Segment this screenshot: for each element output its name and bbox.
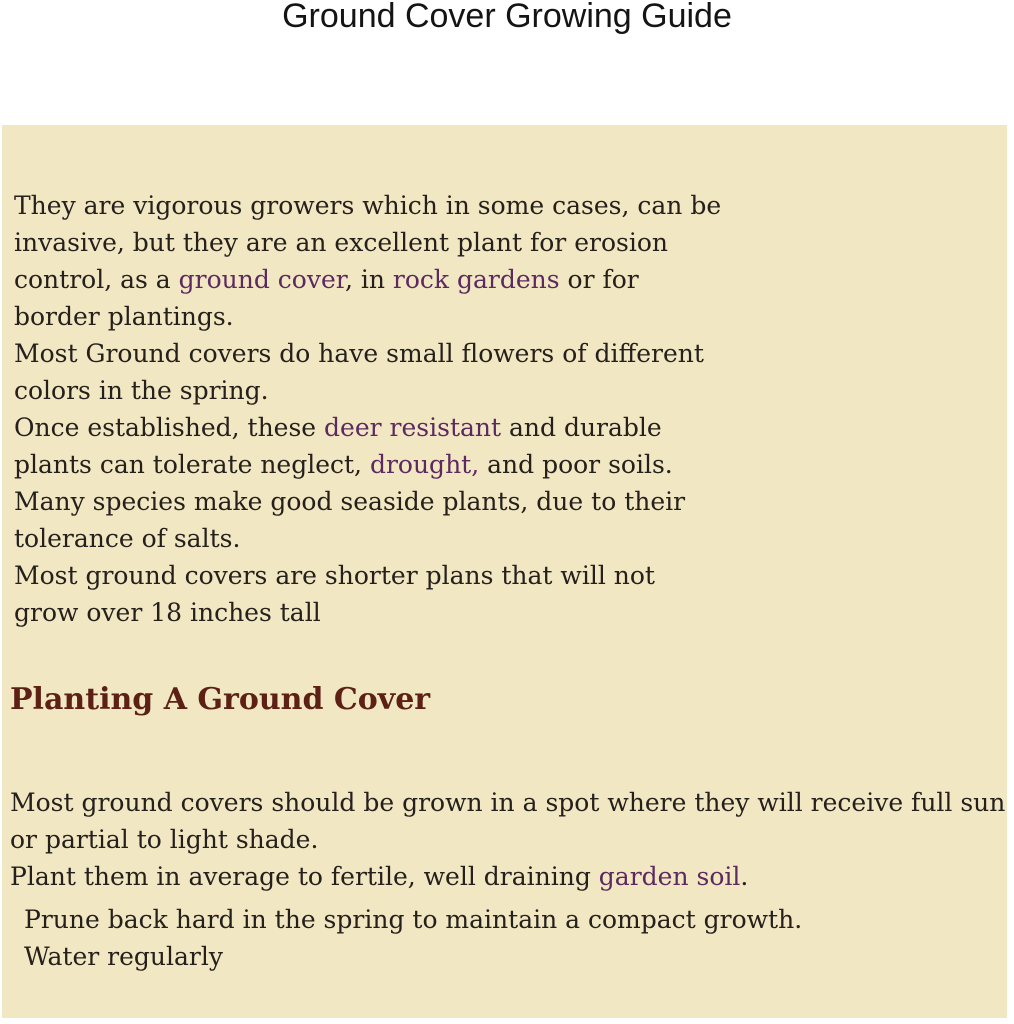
text-segment: tolerance of salts. xyxy=(14,524,241,553)
text-line xyxy=(10,901,1005,938)
intro-paragraph xyxy=(14,187,721,631)
text-line xyxy=(14,372,721,409)
section-heading: Planting A Ground Cover xyxy=(10,682,431,717)
text-line xyxy=(14,335,721,372)
text-line xyxy=(10,938,1005,975)
text-line xyxy=(14,483,721,520)
text-segment: Water regularly xyxy=(24,942,223,971)
text-segment: Most Ground covers do have small flowers of different xyxy=(14,339,704,368)
text-segment: . xyxy=(740,862,749,891)
text-line xyxy=(10,784,1005,821)
text-segment: They are vigorous growers which in some cases, can be xyxy=(14,191,722,220)
text-line xyxy=(14,557,721,594)
text-line xyxy=(14,261,721,298)
text-line xyxy=(14,298,721,335)
text-segment: colors in the spring. xyxy=(14,376,269,405)
text-segment: Most ground covers are shorter plans that will not xyxy=(14,561,655,590)
text-line xyxy=(14,594,721,631)
text-segment: control, as a xyxy=(14,265,179,294)
text-segment: Most ground covers should be grown in a spot where they will receive full sun xyxy=(10,788,1006,817)
link-rock-gardens[interactable]: rock gardens xyxy=(392,265,560,294)
link-garden-soil[interactable]: garden soil xyxy=(598,862,741,891)
text-segment: Many species make good seaside plants, due to their xyxy=(14,487,686,516)
text-segment: or partial to light shade. xyxy=(10,825,319,854)
text-segment: or for xyxy=(559,265,639,294)
text-line xyxy=(10,821,1005,858)
content-panel xyxy=(2,125,1007,1018)
text-line xyxy=(14,224,721,261)
text-segment: plants can tolerate neglect, xyxy=(14,450,370,479)
link-deer-resistant[interactable]: deer resistant xyxy=(324,413,502,442)
text-segment: invasive, but they are an excellent plant for erosion xyxy=(14,228,668,257)
text-line xyxy=(10,858,1005,895)
text-segment: Prune back hard in the spring to maintain a compact growth. xyxy=(24,905,803,934)
page-title: Ground Cover Growing Guide xyxy=(282,0,732,35)
text-line xyxy=(14,520,721,557)
text-segment: Plant them in average to fertile, well draining xyxy=(10,862,599,891)
link-ground-cover[interactable]: ground cover xyxy=(178,265,345,294)
link-drought[interactable]: drought, xyxy=(369,450,480,479)
text-segment: grow over 18 inches tall xyxy=(14,598,321,627)
text-segment: Once established, these xyxy=(14,413,325,442)
text-segment: and poor soils. xyxy=(479,450,673,479)
text-segment: , in xyxy=(344,265,393,294)
planting-paragraph xyxy=(10,784,1005,975)
text-line xyxy=(14,446,721,483)
text-segment: border plantings. xyxy=(14,302,234,331)
text-line xyxy=(14,409,721,446)
text-line xyxy=(14,187,721,224)
text-segment: and durable xyxy=(501,413,662,442)
